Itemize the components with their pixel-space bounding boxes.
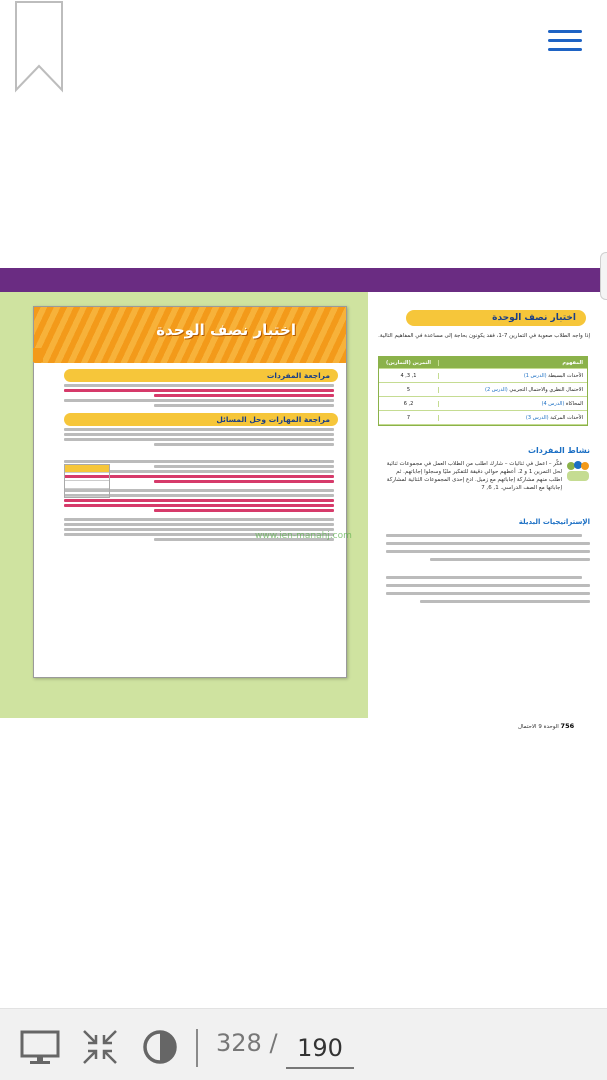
document-page [0, 268, 600, 730]
bottom-toolbar [0, 1008, 607, 1080]
book-title: اختبار نصف الوحدة [156, 321, 296, 339]
page-footer [518, 722, 574, 730]
table-row: الأحداث البسيطة (الدرس 1) 1, 3, 4 [379, 369, 587, 383]
contrast-icon[interactable] [140, 1027, 180, 1067]
page-number-input[interactable] [286, 1029, 354, 1069]
hamburger-menu-icon[interactable] [548, 30, 582, 56]
collapse-arrows-icon[interactable] [80, 1027, 120, 1067]
toolbar-separator [196, 1029, 198, 1067]
section-skills-review: مراجعة المهارات وحل المسائل [64, 413, 338, 426]
vocab-heading: نشاط المفردات [528, 446, 590, 455]
section-vocab-review: مراجعة المفردات [64, 369, 338, 382]
strategies-heading: الإستراتيجيات البديلة [518, 518, 590, 526]
table-header: المفهوم [562, 359, 583, 366]
intro-text: إذا واجه الطلاب صعوبة في التمارين 7-1، فقد يكونون بحاجة إلى مساعدة في المفاهيم التالية. [378, 333, 590, 339]
orange-tab [33, 348, 43, 362]
table-row: المحاكاة (الدرس 4) 2, 6 [379, 397, 587, 411]
table-row: الأحداث المركبة (الدرس 3) 7 [379, 411, 587, 425]
group-people-icon [564, 460, 592, 482]
footer-unit: الوحدة 9 الاحتمال [518, 724, 559, 730]
footer-page-number: 756 [560, 722, 575, 730]
scroll-handle[interactable] [600, 252, 607, 300]
book-title-banner [34, 307, 346, 363]
teacher-banner: اختبار نصف الوحدة [406, 310, 586, 326]
teacher-notes [368, 292, 600, 730]
table-row: الاحتمال النظري والاحتمال التجريبي (الدرس 2) 5 [379, 383, 587, 397]
mini-table [64, 464, 110, 498]
top-bar [0, 0, 607, 100]
student-page-thumbnail [33, 306, 347, 678]
table-header: التمرين (التمارين) [379, 360, 439, 366]
total-pages: 328 / [216, 1029, 278, 1057]
monitor-icon[interactable] [20, 1027, 60, 1067]
watermark: www.ien-manahj.com [255, 531, 352, 541]
concept-table [378, 356, 588, 426]
header-stripe [0, 268, 600, 292]
bookmark-icon[interactable] [14, 0, 64, 94]
vocab-text: فكّر – اعمل في ثنائيات – شارك اطلب من الطلاب العمل في مجموعات ثنائية لحل التمرين 1 و 2. أعطهم حوالي دقيقة للتفكير مليًا وسجلوا إجاباتهم. ثم اطلب منهم مشاركة إجاباتهم مع زميل. ادع إحدى المجموعات الثنائية لمشاركة إجاباتها مع الصف الدراسي. 1, 6, 7 [386, 461, 562, 491]
